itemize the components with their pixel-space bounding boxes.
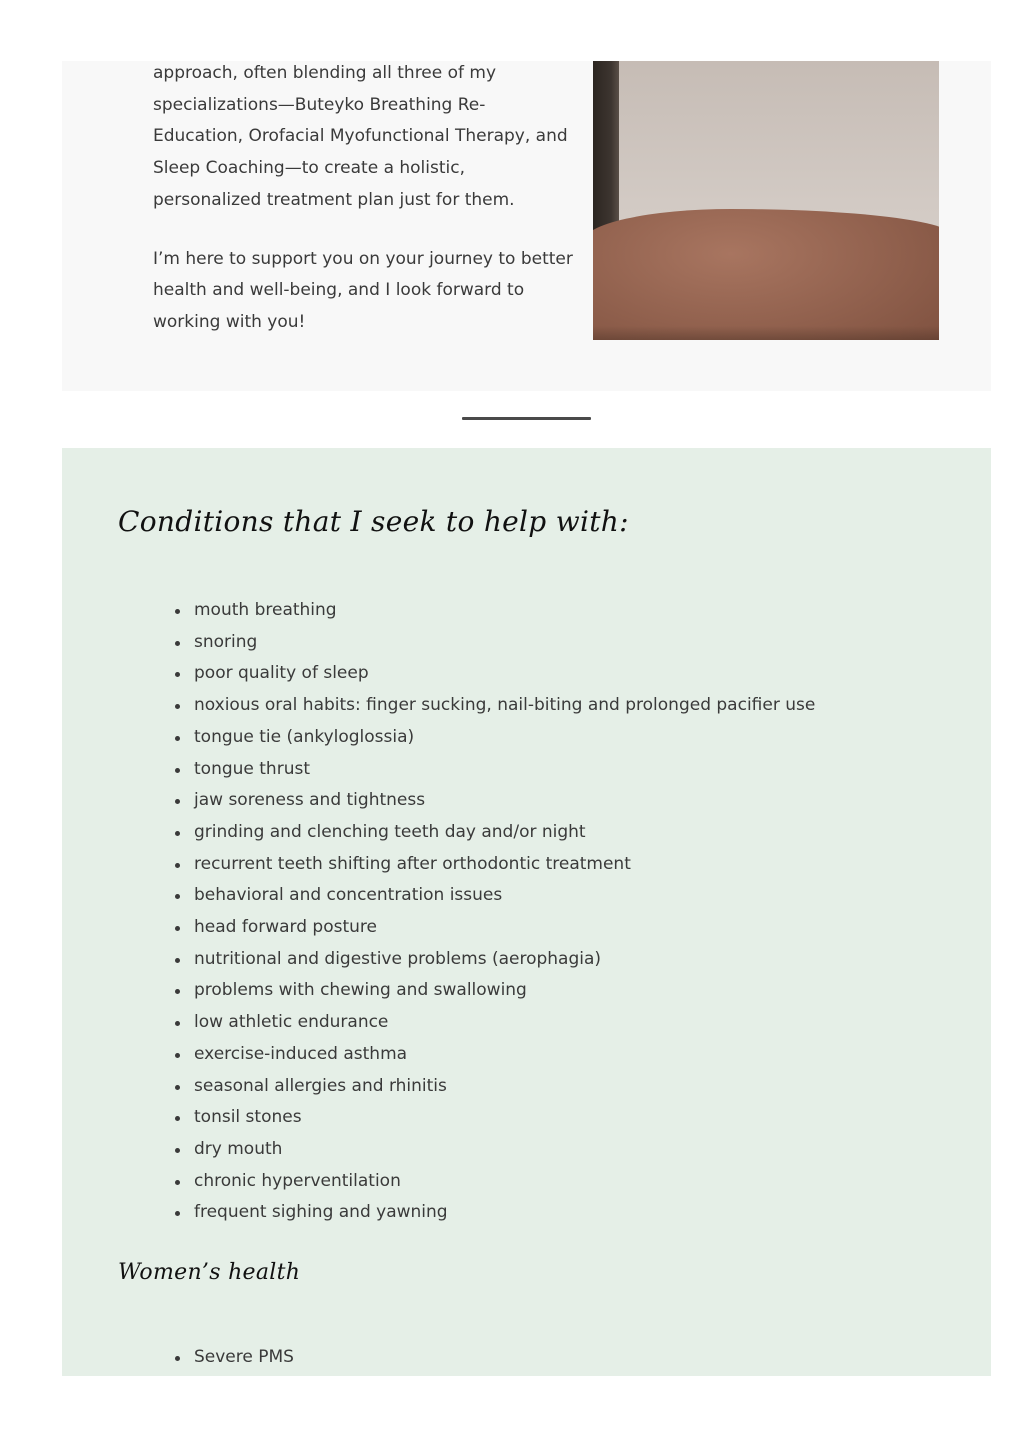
list-item: tonsil stones (194, 1102, 815, 1134)
about-text (153, 58, 573, 366)
therapist-photo (593, 61, 939, 340)
list-item: tongue tie (ankyloglossia) (194, 722, 815, 754)
about-paragraph-1: approach, often blending all three of my specializations—Buteyko Breathing Re-Education, Orofacial Myofunctional Therapy, and Sleep Coaching—to create a holistic, personalized treatment plan just for them. (153, 63, 568, 210)
list-item: seasonal allergies and rhinitis (194, 1071, 815, 1103)
list-item: grinding and clenching teeth day and/or night (194, 817, 815, 849)
list-item: snoring (194, 627, 815, 659)
list-item: low athletic endurance (194, 1007, 815, 1039)
list-item: mouth breathing (194, 595, 815, 627)
womens-health-list (194, 1342, 294, 1374)
list-item: Severe PMS (194, 1342, 294, 1374)
list-item: frequent sighing and yawning (194, 1197, 815, 1229)
conditions-section (62, 448, 991, 1376)
list-item: poor quality of sleep (194, 658, 815, 690)
list-item: nutritional and digestive problems (aerophagia) (194, 944, 815, 976)
list-item: chronic hyperventilation (194, 1166, 815, 1198)
list-item: dry mouth (194, 1134, 815, 1166)
conditions-list (194, 595, 815, 1229)
list-item: behavioral and concentration issues (194, 880, 815, 912)
conditions-heading: Conditions that I seek to help with: (118, 505, 629, 538)
about-section (62, 61, 991, 391)
list-item: tongue thrust (194, 754, 815, 786)
list-item: recurrent teeth shifting after orthodontic treatment (194, 849, 815, 881)
list-item: noxious oral habits: finger sucking, nail-biting and prolonged pacifier use (194, 690, 815, 722)
list-item: head forward posture (194, 912, 815, 944)
list-item: jaw soreness and tightness (194, 785, 815, 817)
section-divider (462, 417, 591, 420)
list-item: problems with chewing and swallowing (194, 975, 815, 1007)
womens-health-heading: Women’s health (118, 1260, 301, 1285)
list-item: exercise-induced asthma (194, 1039, 815, 1071)
about-paragraph-2: I’m here to support you on your journey to better health and well-being, and I look forward to working with you! (153, 248, 573, 332)
